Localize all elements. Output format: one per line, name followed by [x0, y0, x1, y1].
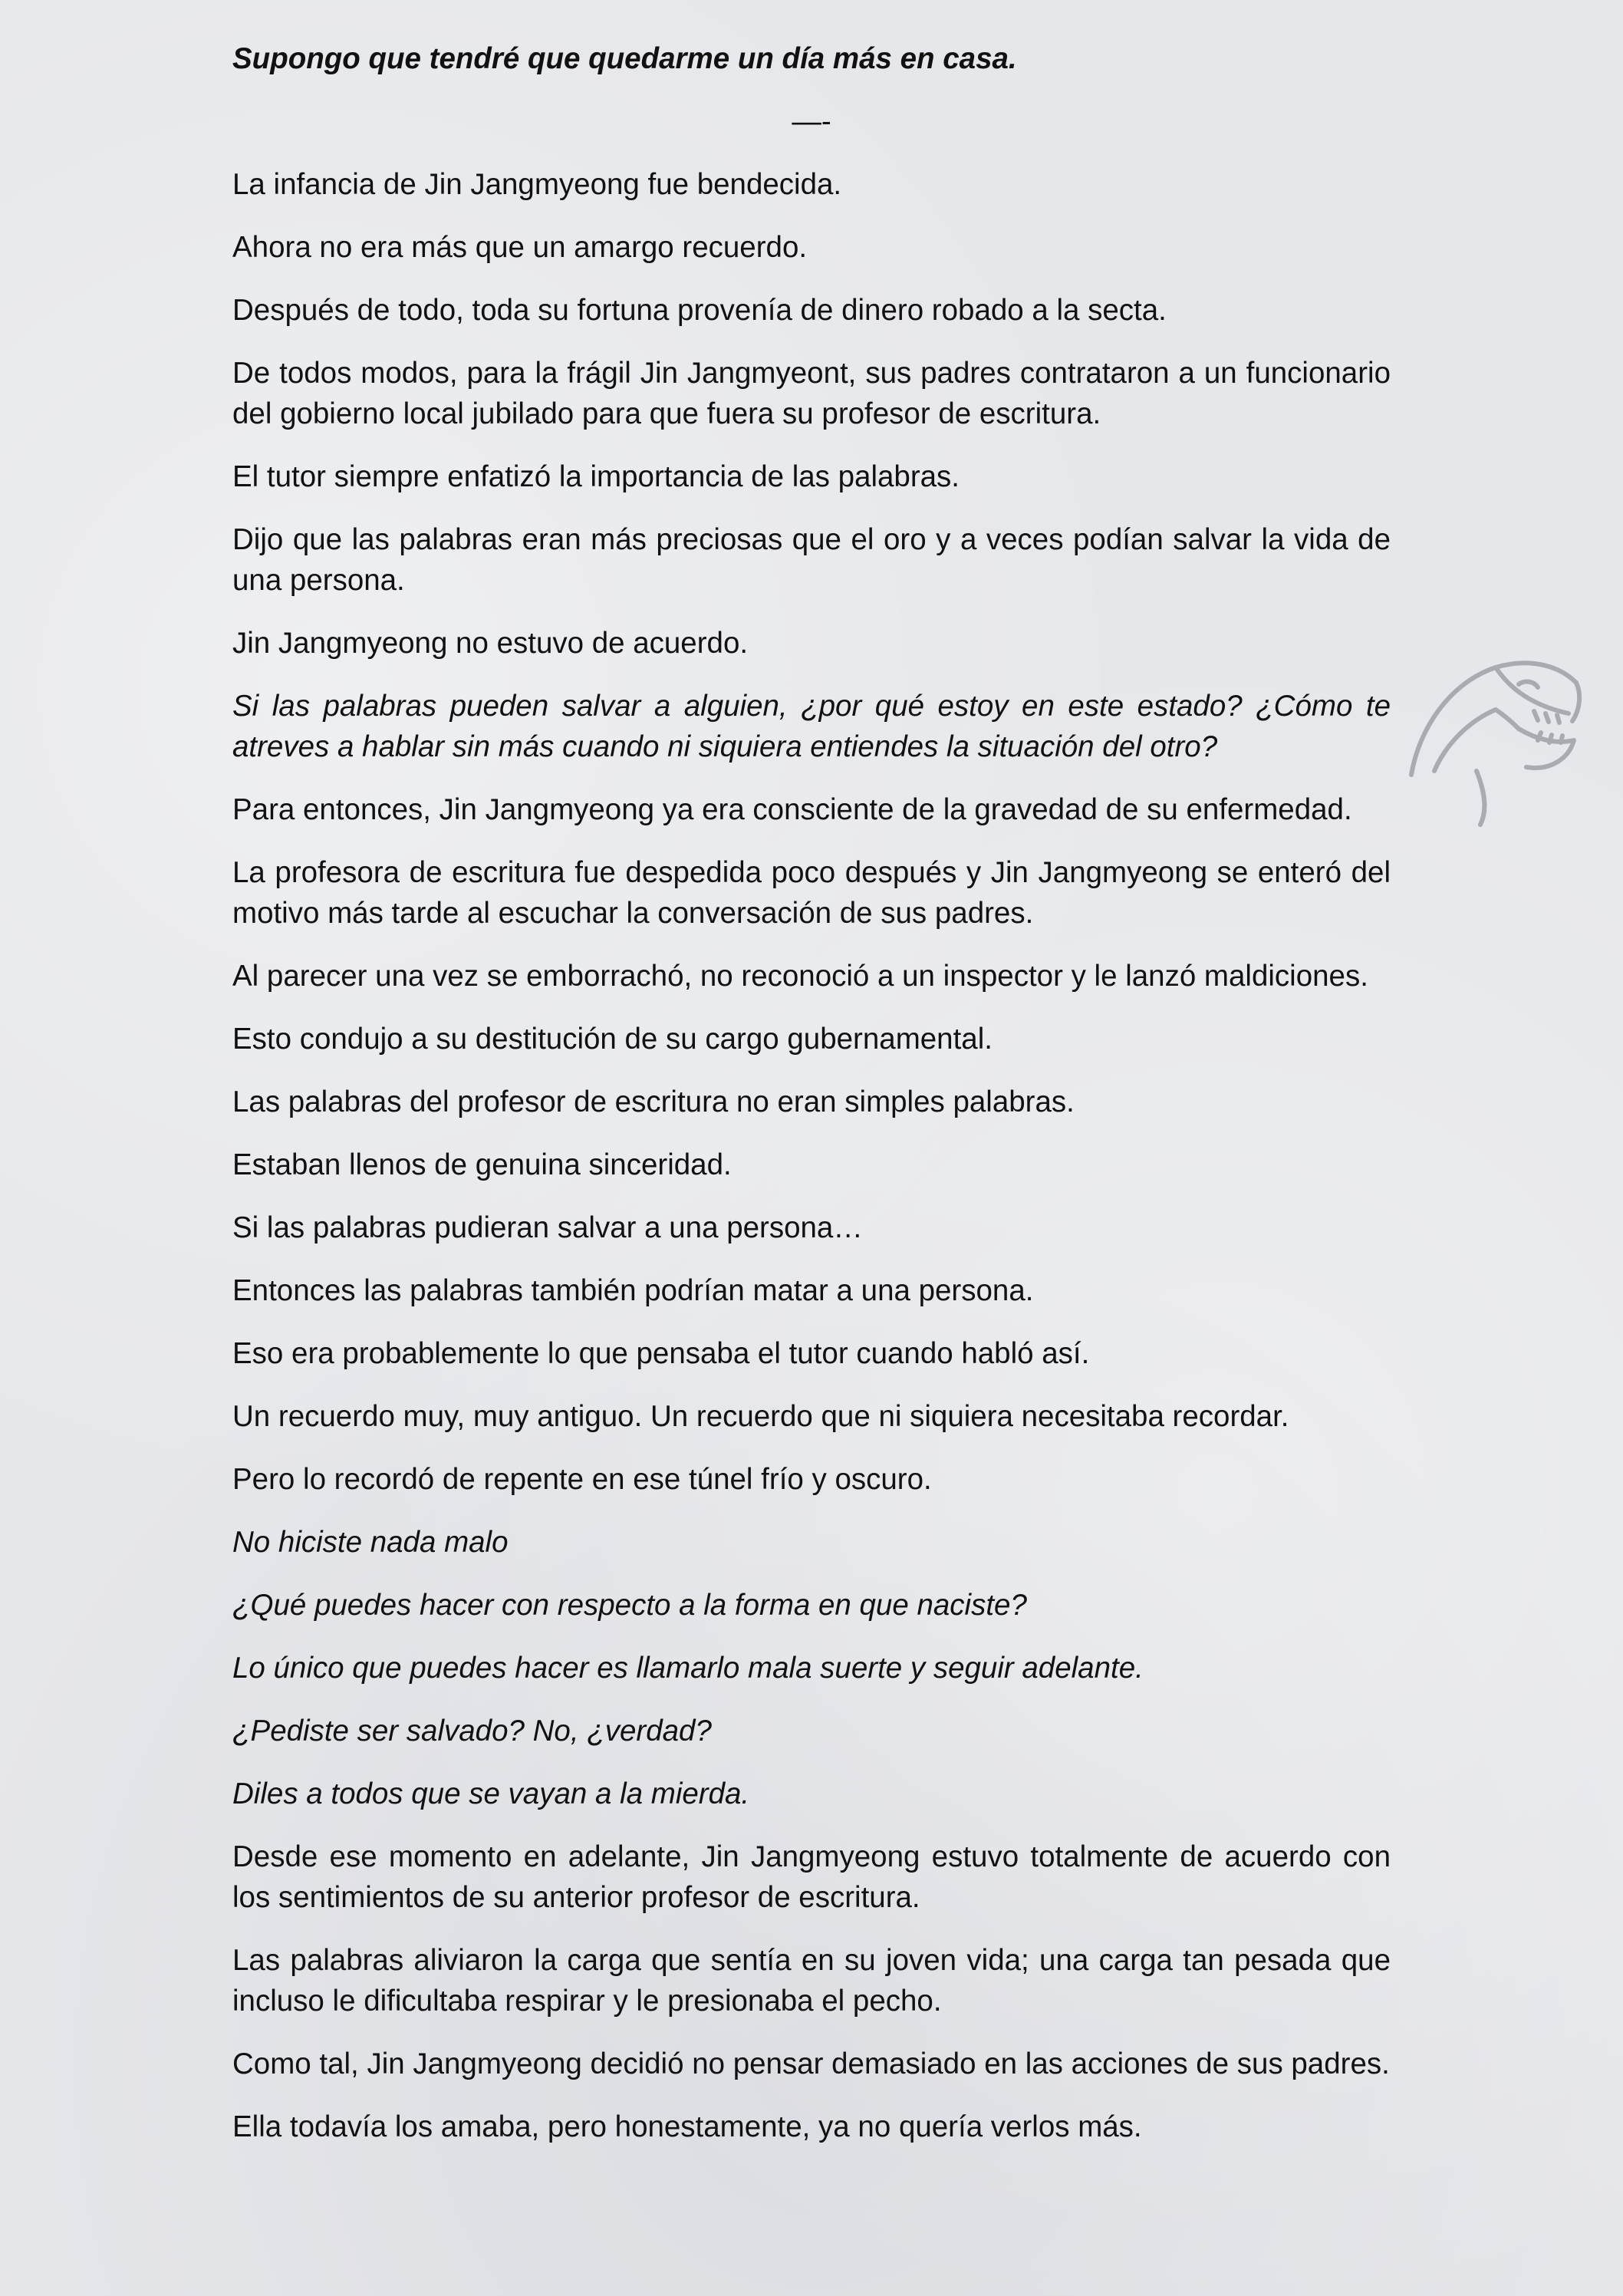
paragraph: Para entonces, Jin Jangmyeong ya era consciente de la gravedad de su enfermedad.: [232, 793, 1352, 826]
italic-thought-paragraph: Lo único que puedes hacer es llamarlo mala suerte y seguir adelante.: [232, 1652, 1144, 1685]
italic-thought-paragraph: ¿Qué puedes hacer con respecto a la forma en que naciste?: [232, 1589, 1027, 1622]
paragraph: Si las palabras pudieran salvar a una persona…: [232, 1211, 863, 1244]
opening-line: Supongo que tendré que quedarme un día más en casa.: [232, 42, 1017, 75]
paragraph: El tutor siempre enfatizó la importancia de las palabras.: [232, 460, 960, 493]
italic-thought-paragraph: Diles a todos que se vayan a la mierda.: [232, 1777, 750, 1810]
paragraph: Las palabras aliviaron la carga que sentía en su joven vida; una carga tan pesada que incluso le dificultaba respirar y le presionaba el pecho.: [232, 1944, 1391, 2018]
paragraph: Estaban llenos de genuina sinceridad.: [232, 1148, 732, 1181]
paragraph: Ahora no era más que un amargo recuerdo.: [232, 231, 808, 264]
paragraph: Pero lo recordó de repente en ese túnel frío y oscuro.: [232, 1463, 932, 1496]
paragraph: La profesora de escritura fue despedida poco después y Jin Jangmyeong se enteró del motivo más tarde al escuchar la conversación de sus padres.: [232, 856, 1391, 930]
italic-thought-paragraph: ¿Pediste ser salvado? No, ¿verdad?: [232, 1715, 712, 1748]
paragraph: Como tal, Jin Jangmyeong decidió no pensar demasiado en las acciones de sus padres.: [232, 2047, 1390, 2080]
italic-thought-paragraph: Si las palabras pueden salvar a alguien, ¿por qué estoy en este estado? ¿Cómo te atreves a hablar sin más cuando ni siquiera entiendes la situación del otro?: [232, 690, 1391, 763]
paragraph: De todos modos, para la frágil Jin Jangmyeont, sus padres contrataron a un funcionario del gobierno local jubilado para que fuera su profesor de escritura.: [232, 357, 1391, 430]
italic-thought-paragraph: No hiciste nada malo: [232, 1526, 509, 1559]
paragraph: Al parecer una vez se emborrachó, no reconoció a un inspector y le lanzó maldiciones.: [232, 960, 1368, 993]
paragraph: Jin Jangmyeong no estuvo de acuerdo.: [232, 627, 749, 660]
paragraph: Eso era probablemente lo que pensaba el tutor cuando habló así.: [232, 1337, 1090, 1370]
document-body: [232, 38, 1391, 2169]
paragraph: Dijo que las palabras eran más preciosas que el oro y a veces podían salvar la vida de una persona.: [232, 523, 1391, 597]
paragraph: Después de todo, toda su fortuna provenía de dinero robado a la secta.: [232, 294, 1167, 327]
paragraph: La infancia de Jin Jangmyeong fue bendecida.: [232, 168, 842, 201]
paragraph: Esto condujo a su destitución de su cargo gubernamental.: [232, 1023, 993, 1056]
paragraph: Entonces las palabras también podrían matar a una persona.: [232, 1274, 1034, 1307]
dinosaur-head-icon: [1404, 637, 1588, 828]
paragraph: Las palabras del profesor de escritura no eran simples palabras.: [232, 1085, 1075, 1118]
paragraph: Ella todavía los amaba, pero honestamente, ya no quería verlos más.: [232, 2110, 1142, 2143]
section-separator: —-: [792, 105, 831, 138]
paragraph: Un recuerdo muy, muy antiguo. Un recuerdo que ni siquiera necesitaba recordar.: [232, 1400, 1289, 1433]
paragraph: Desde ese momento en adelante, Jin Jangmyeong estuvo totalmente de acuerdo con los sentimientos de su anterior profesor de escritura.: [232, 1840, 1391, 1914]
